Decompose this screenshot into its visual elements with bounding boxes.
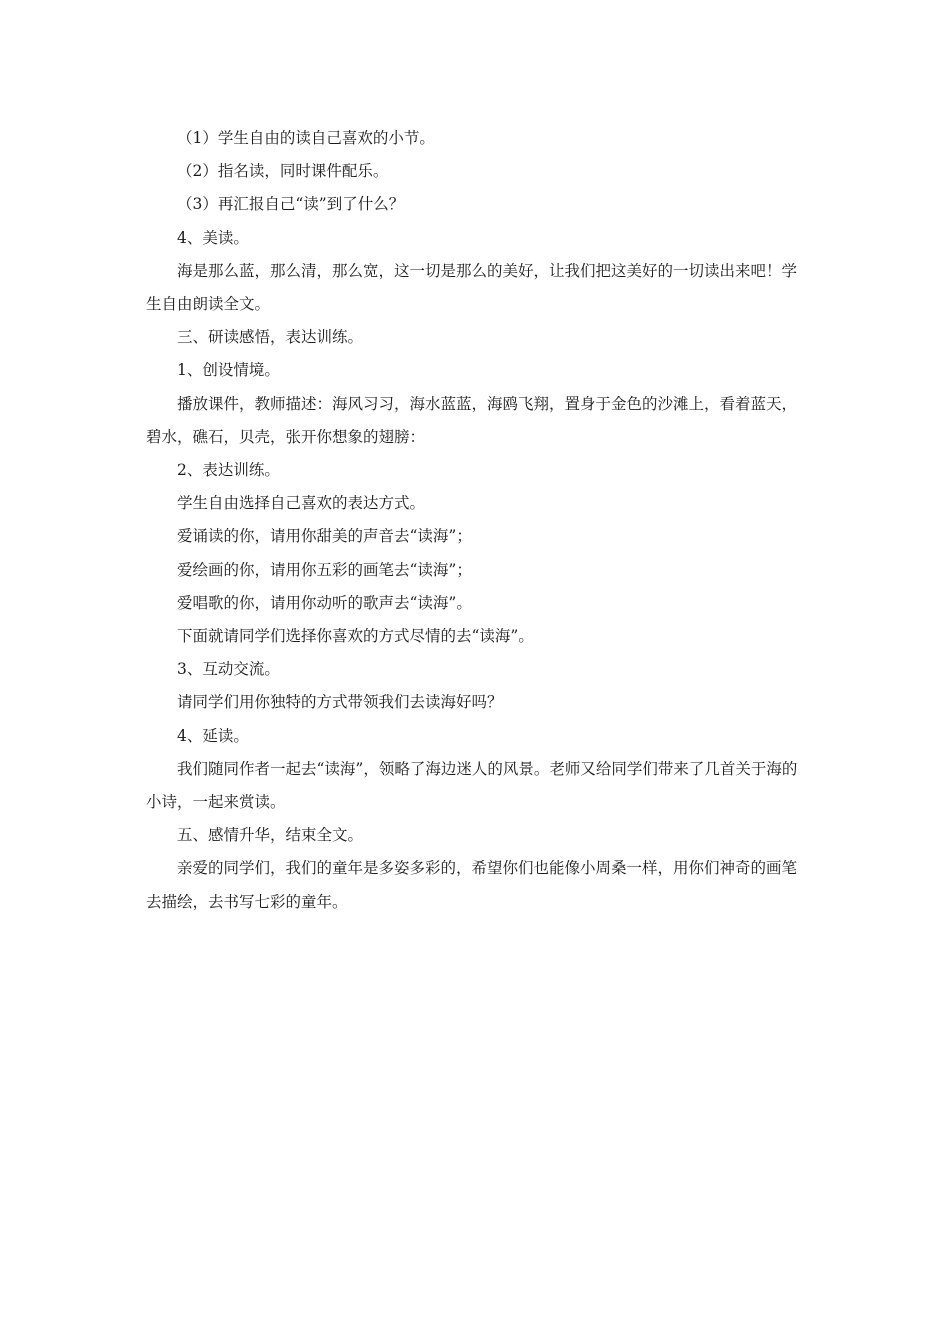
- paragraph-draw: 爱绘画的你，请用你五彩的画笔去“读海”；: [177, 560, 472, 579]
- paragraph-courseware: 播放课件，教师描述：海风习习，海水蓝蓝，海鸥飞翔，置身于金色的沙滩上，看着蓝天，碧水，礁石，贝壳，张开你想象的翅膀：: [146, 394, 798, 446]
- paragraph-read-sea: 下面就请同学们选择你喜欢的方式尽情的去“读海”。: [177, 627, 534, 646]
- paragraph-step-1: （1）学生自由的读自己喜欢的小节。: [177, 129, 435, 147]
- heading-extended-reading: 4、延读。: [177, 726, 249, 745]
- paragraph-recite: 爱诵读的你，请用你甜美的声音去“读海”；: [177, 527, 472, 546]
- document-body: [146, 122, 810, 919]
- paragraph-step-3: （3）再汇报自己“读”到了什么？: [177, 195, 405, 214]
- section-heading-five: 五、感情升华，结束全文。: [177, 826, 364, 845]
- section-heading-three: 三、研读感悟，表达训练。: [177, 328, 364, 347]
- heading-create-scene: 1、创设情境。: [177, 361, 280, 380]
- heading-interaction: 3、互动交流。: [177, 660, 280, 679]
- heading-beautiful-reading: 4、美读。: [177, 228, 249, 247]
- paragraph-step-2: （2）指名读，同时课件配乐。: [177, 162, 389, 181]
- paragraph-sea-description: 海是那么蓝，那么清，那么宽，这一切是那么的美好，让我们把这美好的一切读出来吧！学生自由朗读全文。: [146, 261, 798, 314]
- paragraph-lead-us: 请同学们用你独特的方式带领我们去读海好吗？: [177, 693, 503, 712]
- paragraph-choose-method: 学生自由选择自己喜欢的表达方式。: [177, 494, 426, 513]
- heading-expression-training: 2、表达训练。: [177, 461, 280, 480]
- paragraph-poems: 我们随同作者一起去“读海”，领略了海边迷人的风景。老师又给同学们带来了几首关于海的小诗，一起来赏读。: [146, 759, 798, 812]
- paragraph-closing: 亲爱的同学们，我们的童年是多姿多彩的，希望你们也能像小周桑一样，用你们神奇的画笔去描绘，去书写七彩的童年。: [146, 859, 798, 911]
- paragraph-sing: 爱唱歌的你，请用你动听的歌声去“读海”。: [177, 593, 472, 612]
